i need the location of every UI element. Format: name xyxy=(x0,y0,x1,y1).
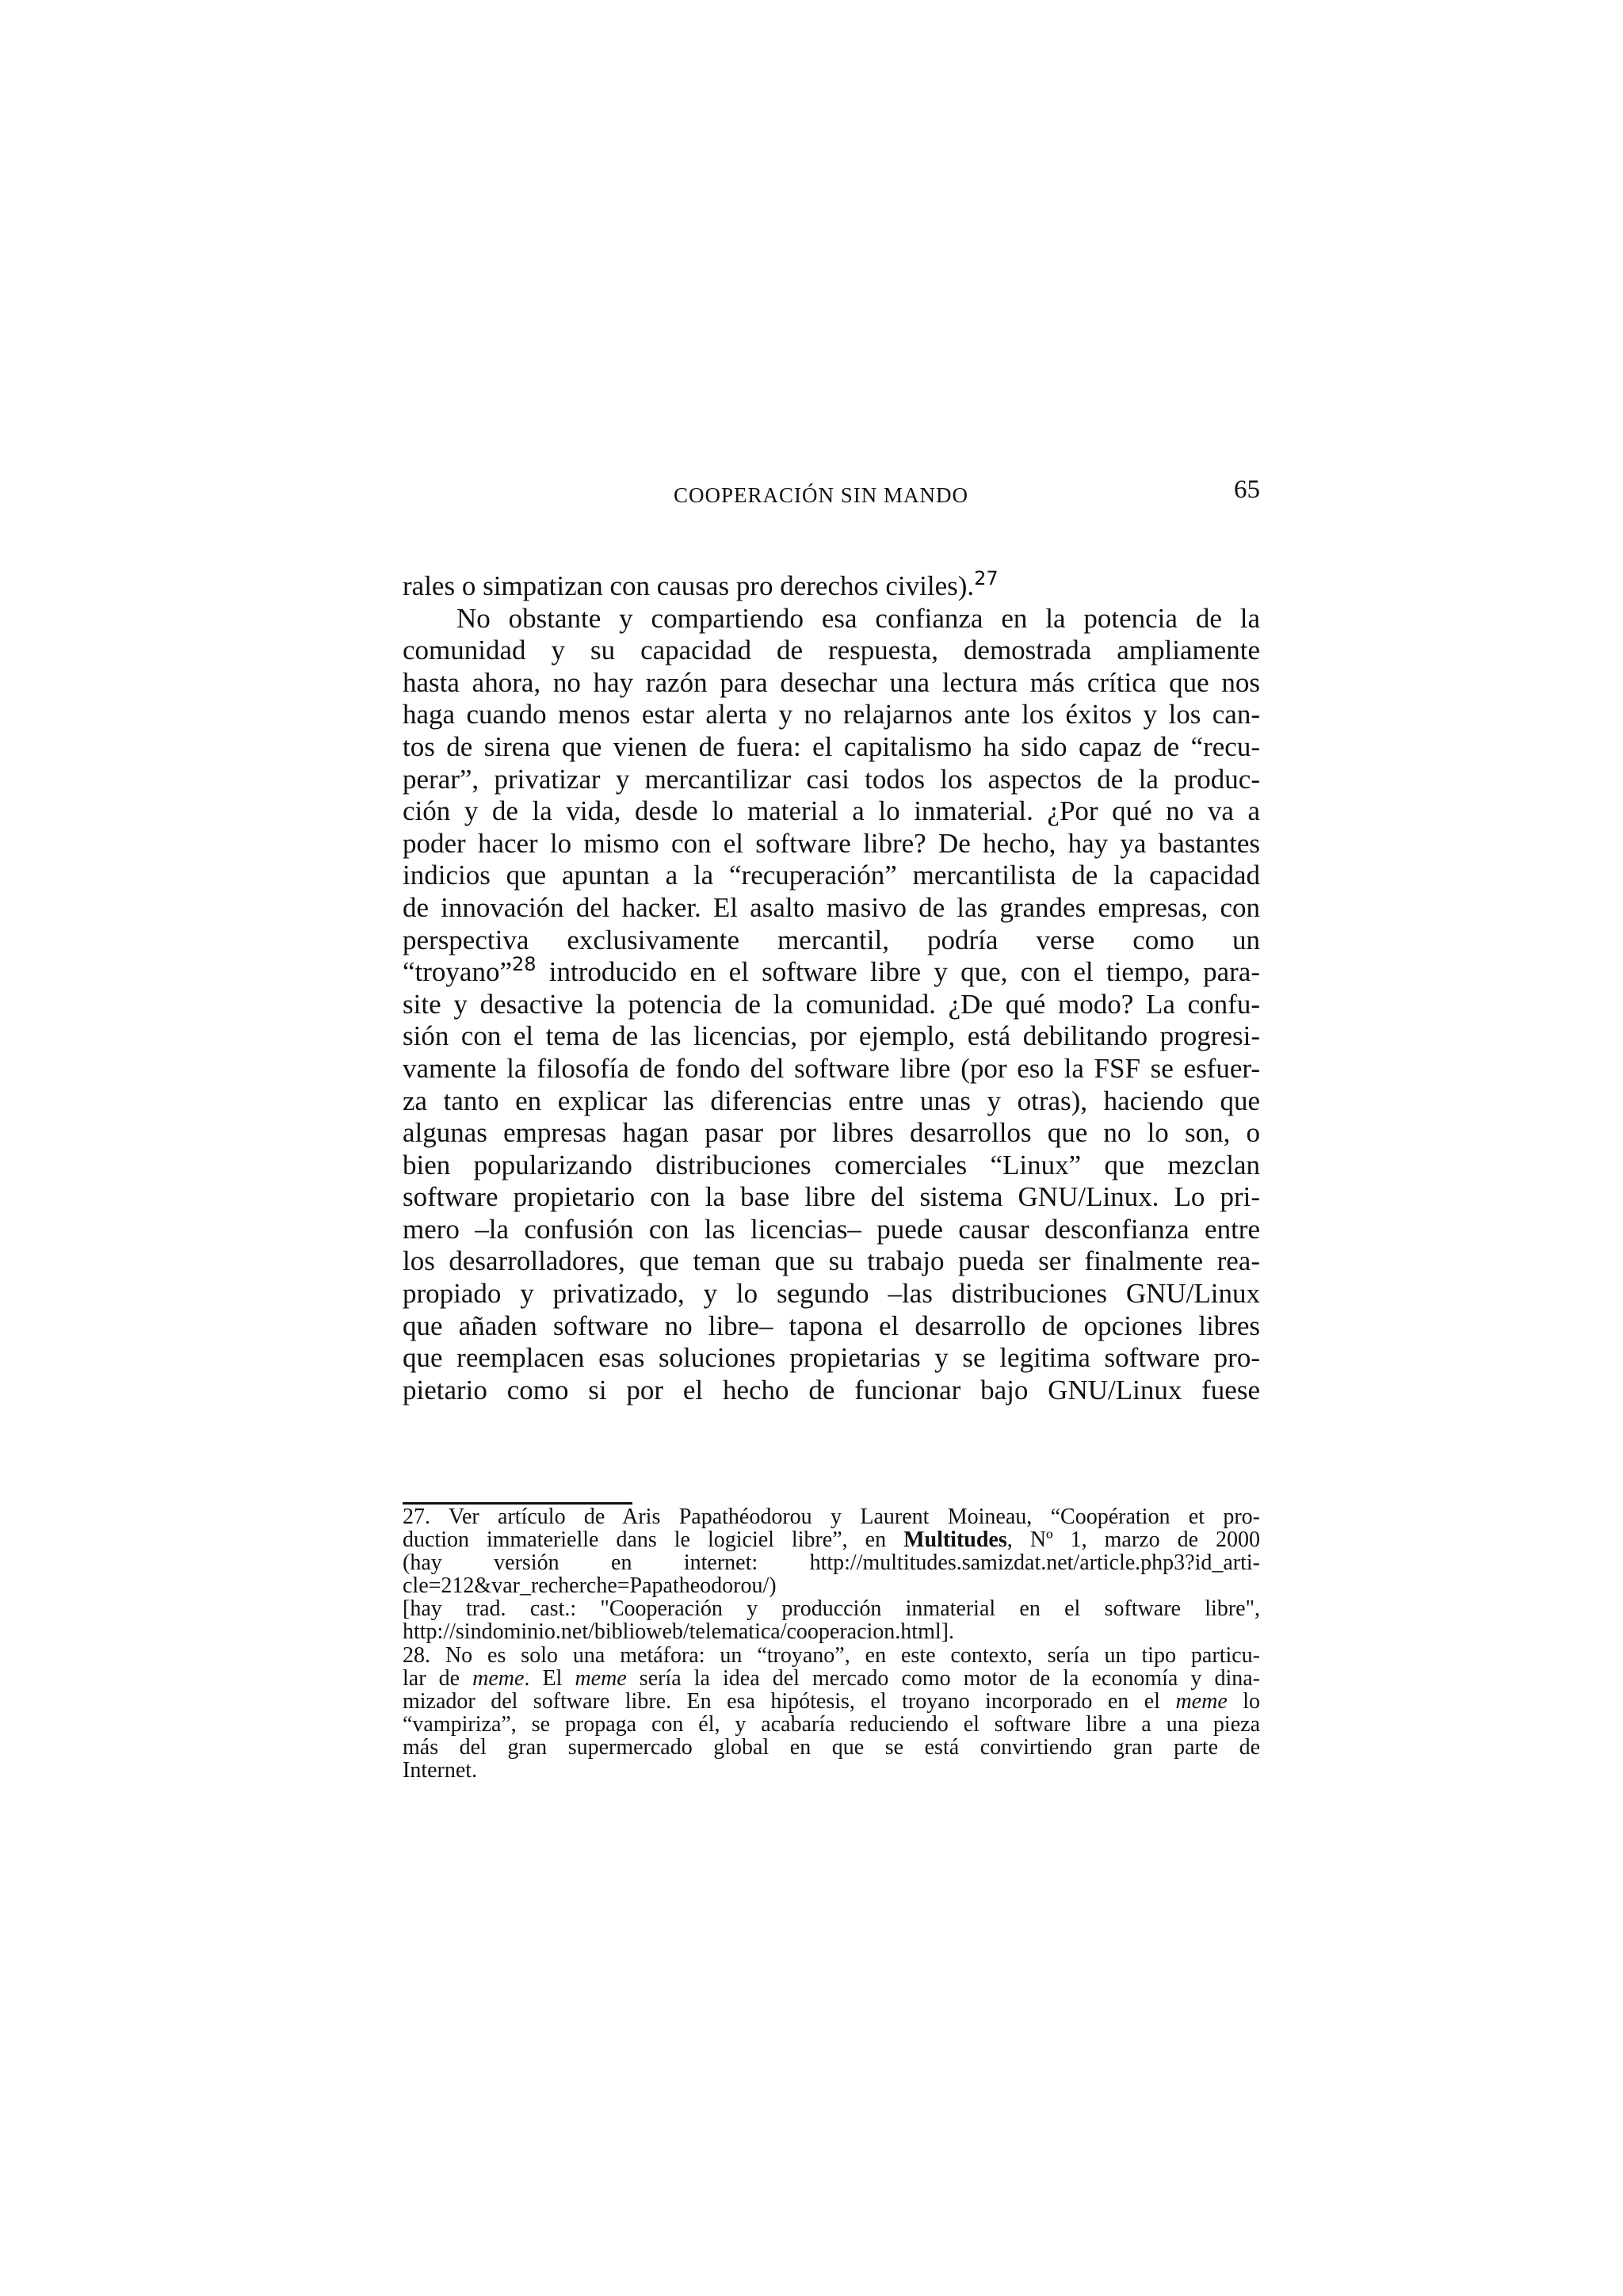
body-line: ción y de la vida, desde lo material a lo inmaterial. ¿Por qué no va a xyxy=(403,795,1260,827)
body-line: indicios que apuntan a la “recuperación” mercantilista de la capacidad xyxy=(403,860,1260,891)
footnote-line: (hay versión en internet: http://multitudes.samizdat.net/article.php3?id_arti- xyxy=(403,1550,1260,1576)
body-line: sión con el tema de las licencias, por ejemplo, está debilitando progresi- xyxy=(403,1020,1260,1052)
body-line: poder hacer lo mismo con el software libre? De hecho, hay ya bastantes xyxy=(403,827,1260,859)
body-line: hasta ahora, no hay razón para desechar una lectura más crítica que nos xyxy=(403,666,1260,698)
body-line: za tanto en explicar las diferencias entre unas y otras), haciendo que xyxy=(403,1085,1260,1116)
body-line: pietario como si por el hecho de funcionar bajo GNU/Linux fuese xyxy=(403,1374,1260,1405)
footnote-ref-27: 27 xyxy=(974,567,999,589)
italic-term: meme xyxy=(575,1665,627,1691)
body-line: rales o simpatizan con causas pro derechos civiles).$^{27}$ xyxy=(403,567,999,601)
italic-term: meme xyxy=(1175,1688,1228,1714)
running-title: COOPERACIÓN SIN MANDO xyxy=(674,483,969,507)
body-line: propiado y privatizado, y lo segundo –las distribuciones GNU/Linux xyxy=(403,1278,1260,1310)
footnote-line: cle=212&var_recherche=Papatheodorou/) xyxy=(403,1573,777,1599)
footnote-line: [hay trad. cast.: "Cooperación y producción inmaterial en el software libre", xyxy=(403,1596,1260,1622)
body-line: software propietario con la base libre del sistema GNU/Linux. Lo pri- xyxy=(403,1181,1260,1213)
journal-title: Multitudes xyxy=(903,1527,1007,1553)
footnote-line: “vampiriza”, se propaga con él, y acabaría reduciendo el software libre a una pieza xyxy=(403,1711,1260,1737)
page-number: 65 xyxy=(1234,475,1260,504)
footnote-line: http://sindominio.net/biblioweb/telematica/cooperacion.html]. xyxy=(403,1619,954,1645)
footnote-ref-28: 28 xyxy=(511,953,537,976)
body-line: bien popularizando distribuciones comerciales “Linux” que mezclan xyxy=(403,1149,1260,1180)
body-line: perar”, privatizar y mercantilizar casi todos los aspectos de la produc- xyxy=(403,763,1260,795)
body-line: los desarrolladores, que teman que su trabajo pueda ser finalmente rea- xyxy=(403,1245,1260,1277)
italic-term: meme xyxy=(472,1665,525,1691)
body-line: vamente la filosofía de fondo del software libre (por eso la FSF se esfuer- xyxy=(403,1052,1260,1084)
body-line: que reemplacen esas soluciones propietarias y se legitima software pro- xyxy=(403,1342,1260,1374)
body-line: site y desactive la potencia de la comunidad. ¿De qué modo? La confu- xyxy=(403,988,1260,1020)
footnote-line: más del gran supermercado global en que se está convirtiendo gran parte de xyxy=(403,1734,1260,1760)
page-header xyxy=(403,475,1260,515)
body-line: haga cuando menos estar alerta y no relajarnos ante los éxitos y los can- xyxy=(403,699,1260,730)
body-line: mero –la confusión con las licencias– puede causar desconfianza entre xyxy=(403,1213,1260,1245)
body-line: que añaden software no libre– tapona el desarrollo de opciones libres xyxy=(403,1310,1260,1341)
body-line: comunidad y su capacidad de respuesta, demostrada ampliamente xyxy=(403,635,1260,666)
footnote-line: lar de meme. El meme sería la idea del mercado como motor de la economía y dina- xyxy=(403,1665,1260,1691)
footnote-line: 27. Ver artículo de Aris Papathéodorou y Laurent Moineau, “Coopération et pro- xyxy=(403,1505,1260,1529)
body-line: algunas empresas hagan pasar por libres desarrollos que no lo son, o xyxy=(403,1117,1260,1149)
body-line: de innovación del hacker. El asalto masivo de las grandes empresas, con xyxy=(403,891,1260,923)
footnote-line: 28. No es solo una metáfora: un “troyano”, en este contexto, sería un tipo particu- xyxy=(403,1642,1260,1668)
body-line: “troyano”$^{28}$ introducido en el software libre y que, con el tiempo, para- xyxy=(403,953,1260,988)
footnote-line: duction immaterielle dans le logiciel libre”, en Multitudes, Nº 1, marzo de 2000 xyxy=(403,1527,1260,1553)
body-line: No obstante y compartiendo esa confianza en la potencia de la xyxy=(456,602,1260,634)
footnote-line: mizador del software libre. En esa hipótesis, el troyano incorporado en el meme lo xyxy=(403,1688,1261,1714)
footnote-line: Internet. xyxy=(403,1758,478,1783)
body-text xyxy=(403,567,1260,1406)
footnotes xyxy=(403,1505,1260,1782)
body-line: tos de sirena que vienen de fuera: el capitalismo ha sido capaz de “recu- xyxy=(403,730,1260,762)
body-line: perspectiva exclusivamente mercantil, podría verse como un xyxy=(403,924,1260,955)
